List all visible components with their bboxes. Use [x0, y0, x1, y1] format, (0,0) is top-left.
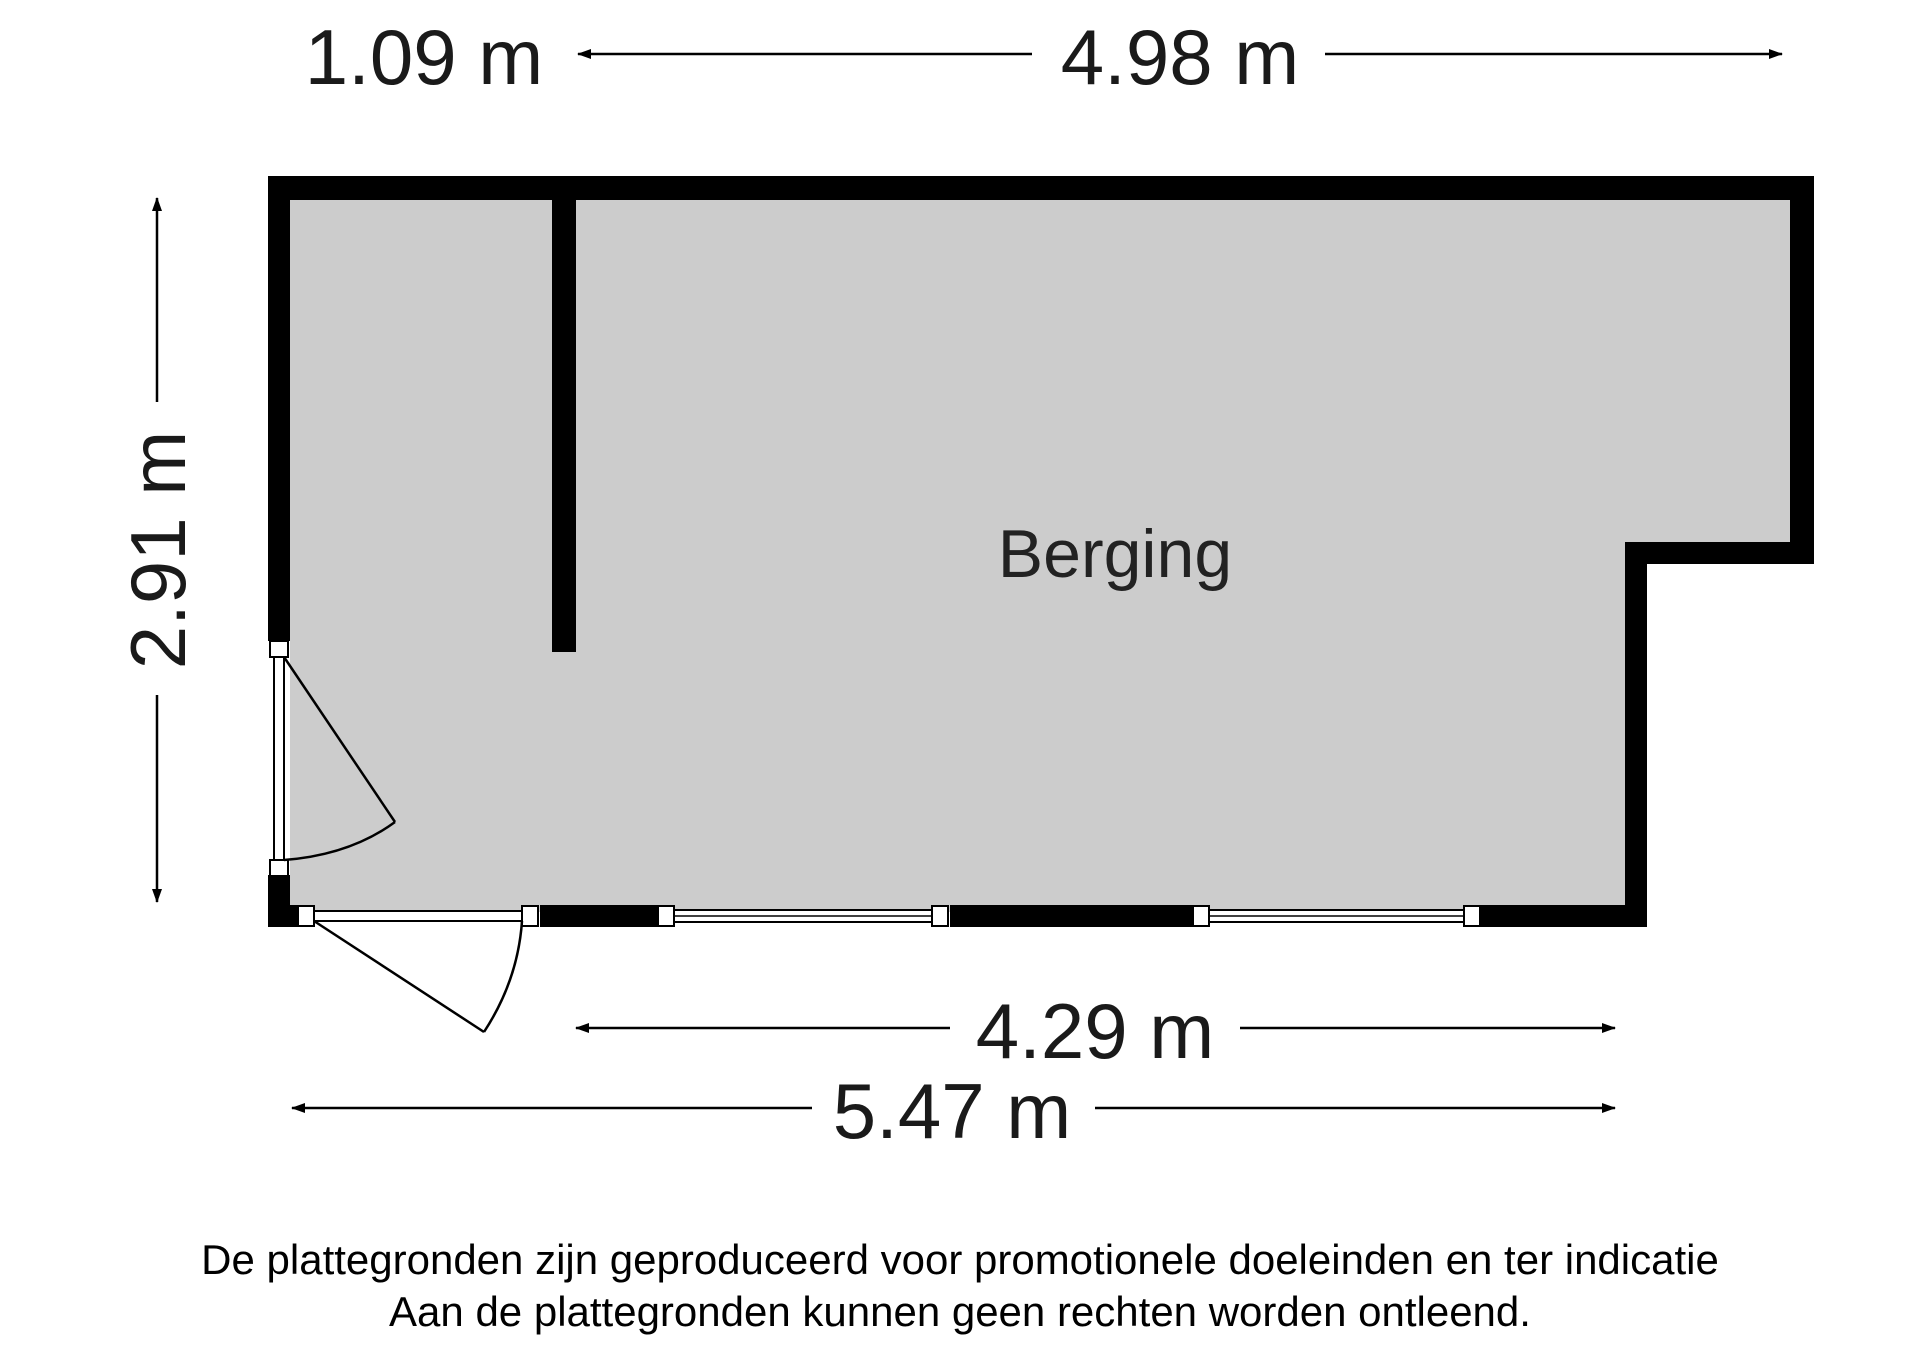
dim-top-right-label: 4.98 m	[1060, 13, 1300, 101]
dimension-bottom-inner	[576, 987, 1615, 1075]
wall-right-lower	[1625, 542, 1647, 927]
disclaimer-line-2: Aan de plattegronden kunnen geen rechten worden ontleend.	[389, 1288, 1531, 1335]
dim-bottom-total-label: 5.47 m	[832, 1067, 1072, 1155]
wall-bottom-1	[268, 905, 298, 927]
disclaimer-line-1: De plattegronden zijn geproduceerd voor promotionele doeleinden en ter indicatie	[201, 1236, 1719, 1283]
dimension-bottom-total	[292, 1067, 1615, 1155]
wall-step	[1625, 542, 1814, 564]
room-label-berging: Berging	[997, 516, 1233, 592]
dimension-top	[305, 13, 1782, 101]
disclaimer	[0, 1234, 1920, 1338]
partition-wall	[552, 190, 576, 652]
wall-bottom-3	[950, 905, 1193, 927]
window-2	[1193, 906, 1480, 926]
wall-top	[268, 176, 1812, 200]
wall-bottom-4	[1480, 905, 1647, 927]
dimension-left	[114, 198, 202, 902]
wall-right-upper	[1790, 176, 1814, 564]
bottom-door	[298, 906, 538, 1032]
window-1	[658, 906, 948, 926]
dim-bottom-inner-label: 4.29 m	[975, 987, 1215, 1075]
dim-left-label: 2.91 m	[114, 430, 202, 670]
dim-top-left-label: 1.09 m	[304, 13, 544, 101]
wall-left-upper	[268, 176, 290, 641]
wall-bottom-2	[540, 905, 658, 927]
